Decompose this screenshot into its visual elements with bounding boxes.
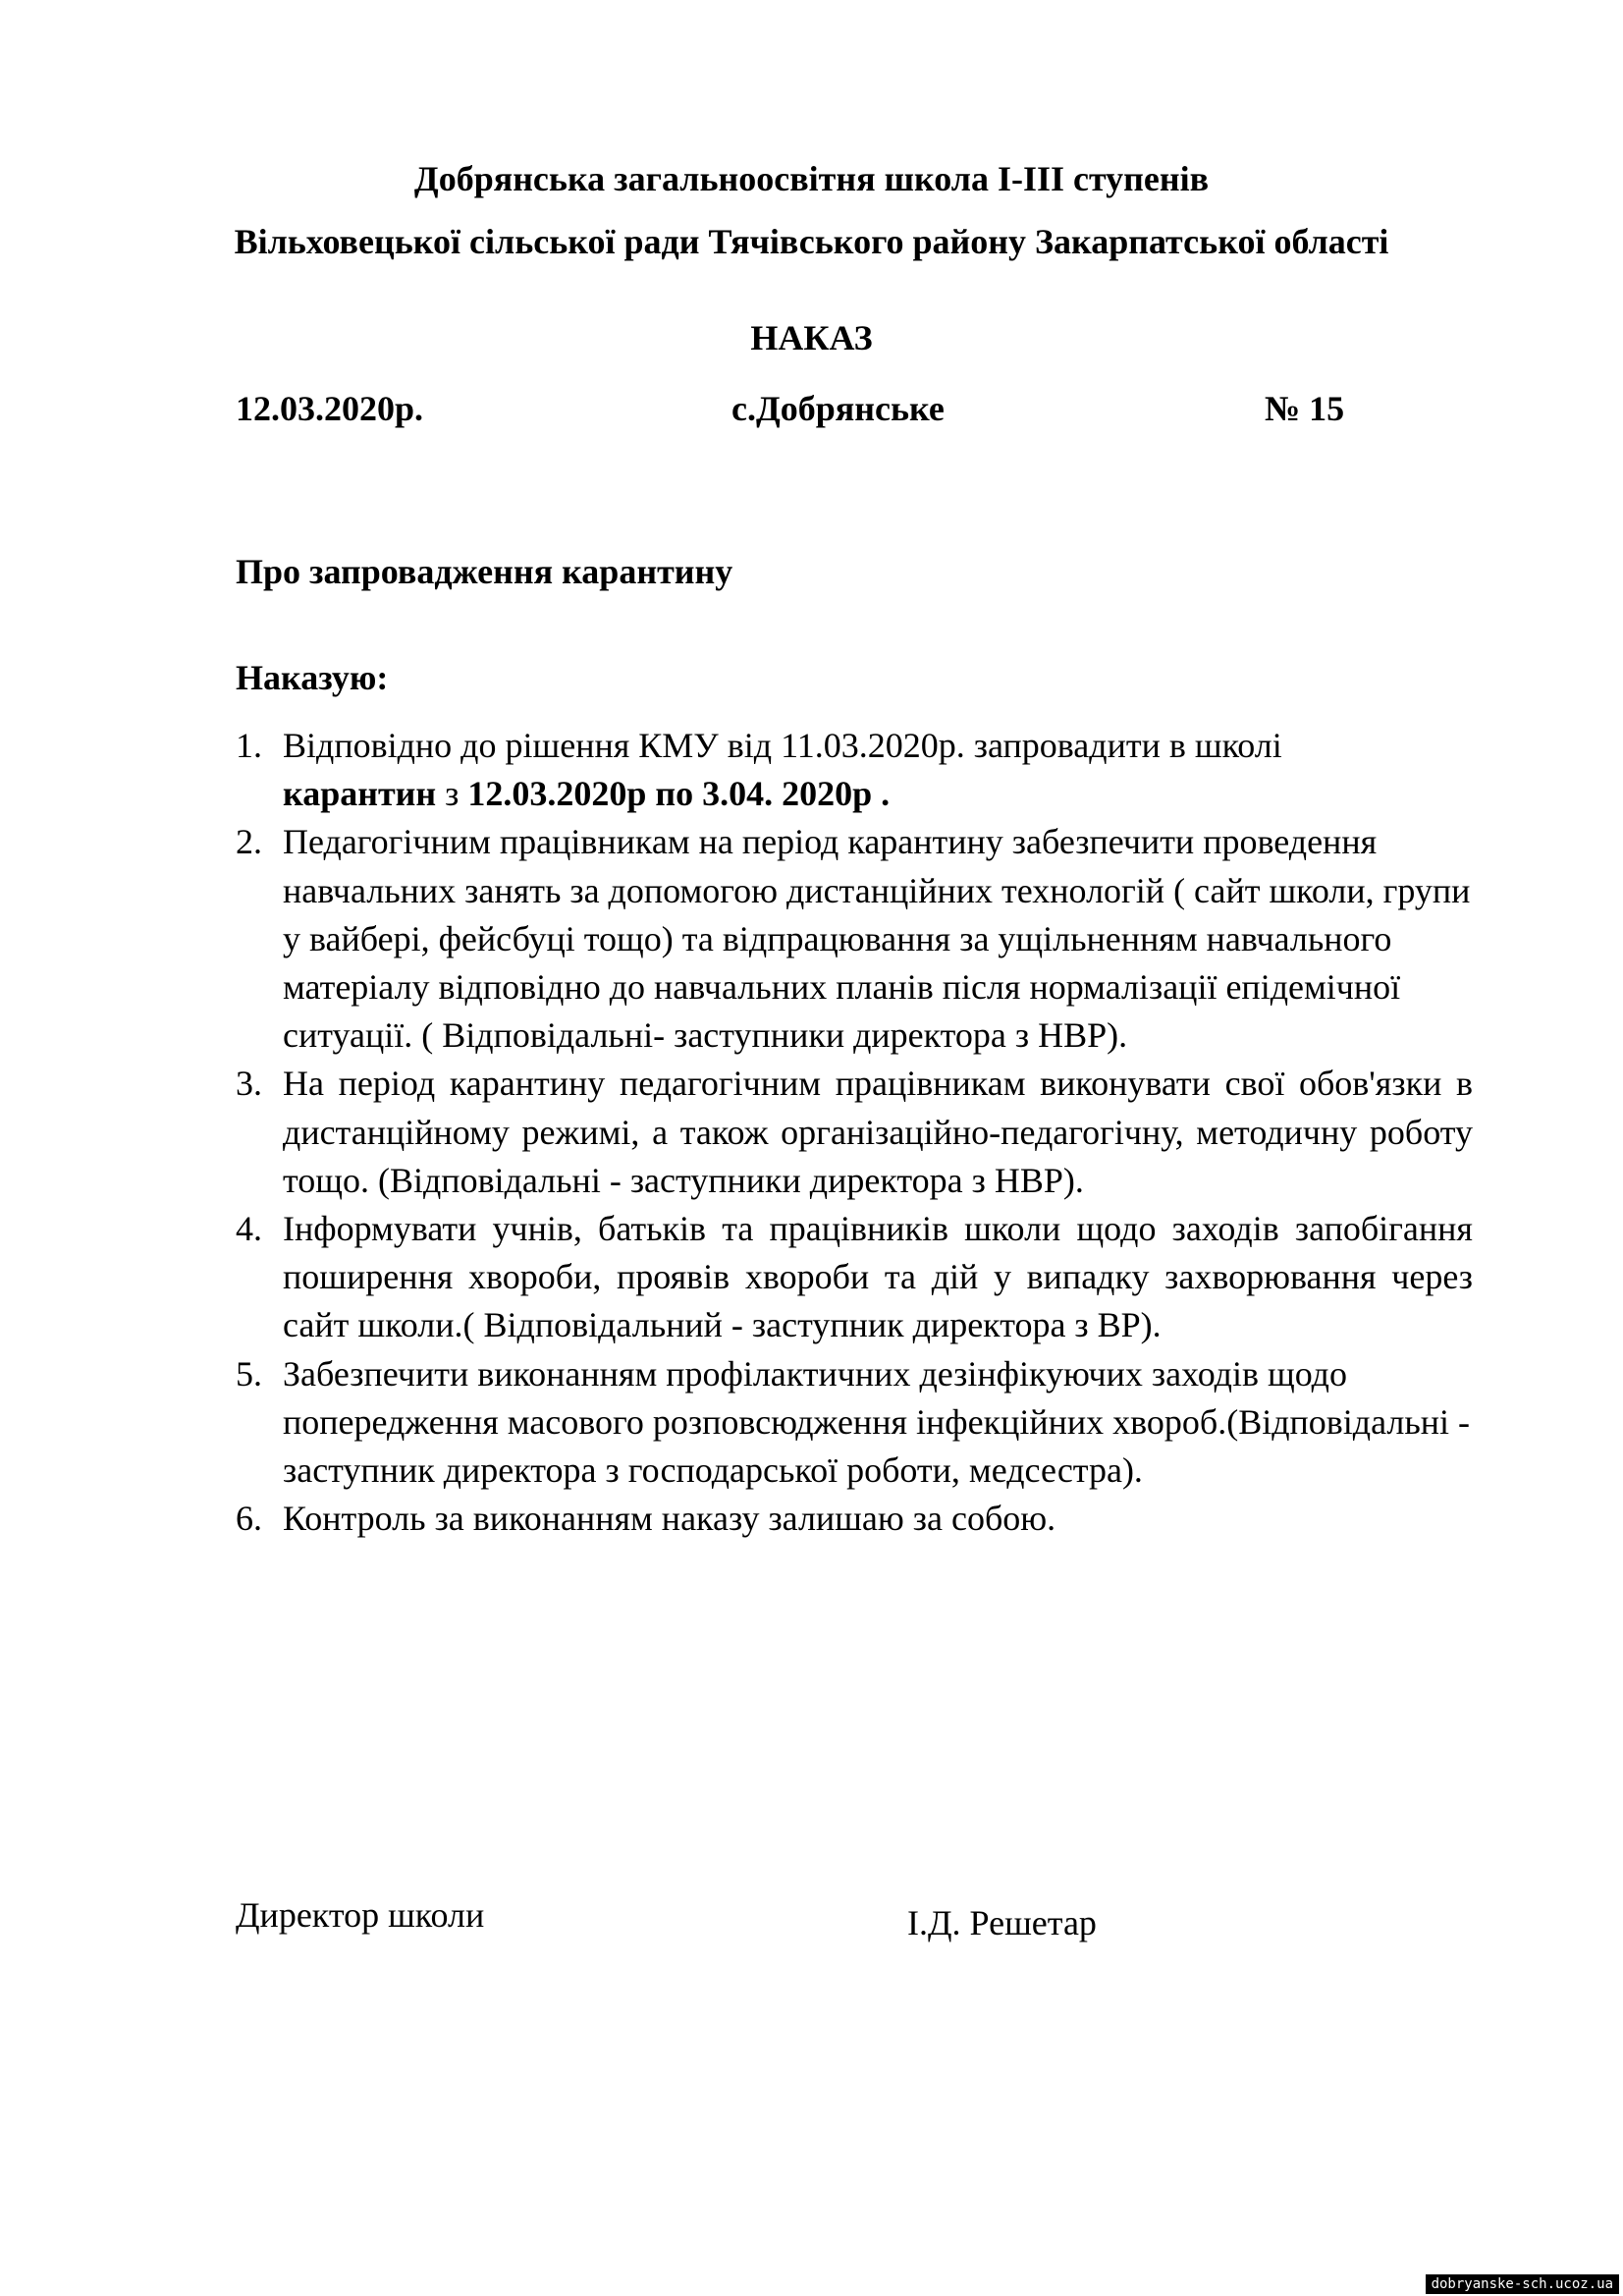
order-date: 12.03.2020р. (236, 389, 424, 428)
order-word: Наказую: (236, 658, 389, 697)
item-text: Педагогічним працівникам на період карантину забезпечити проведення навчальних занять за допомогою дистанційних технологій ( сайт школи, групи у вайбері, фейсбуці тощо) та відпрацювання за ущільненням навчального матеріалу відповідно до навчальних планів після нормалізації епідемічної ситуації. ( Відповідальні- заступники директора з НВР). (283, 822, 1471, 1056)
list-item (236, 1205, 1473, 1350)
item-number: 3. (236, 1064, 262, 1104)
item-text-line-2 (283, 770, 1473, 818)
list-item (236, 1495, 1473, 1543)
site-watermark: dobryanske-sch.ucoz.ua (1426, 2274, 1619, 2294)
item-text-from: з (436, 774, 468, 814)
item-text: Забезпечити виконанням профілактичних дезінфікуючих заходів щодо попередження масового розповсюдження інфекційних хвороб.(Відповідальні - заступник директора з господарської роботи, медсестра). (283, 1353, 1471, 1491)
order-items-list (236, 722, 1473, 1543)
item-number: 2. (236, 822, 262, 862)
item-text-line-1: Відповідно до рішення КМУ від 11.03.2020р. запровадити в школі (283, 726, 1282, 765)
item-text: Контроль за виконанням наказу залишаю за собою. (283, 1499, 1056, 1539)
item-number: 4. (236, 1209, 262, 1249)
header-line-1: Добрянська загальноосвітня школа І-ІІІ ступенів (413, 159, 1210, 198)
order-subject: Про запровадження карантину (236, 552, 733, 591)
header-line-2: Вільховецької сільської ради Тячівського району Закарпатської області (234, 222, 1389, 261)
item-number: 6. (236, 1499, 262, 1539)
order-number: № 15 (1265, 389, 1345, 428)
list-item (236, 1060, 1473, 1205)
item-text: Інформувати учнів, батьків та працівників школи щодо заходів запобігання поширення хвороби, проявів хвороби та дій у випадку захворювання через сайт школи.( Відповідальний - заступник директора з ВР). (283, 1209, 1473, 1345)
list-item (236, 1350, 1473, 1496)
item-emphasis-quarantine: карантин (283, 774, 437, 814)
item-emphasis-dates: 12.03.2020р по 3.04. 2020р . (467, 774, 891, 814)
order-place: с.Добрянське (731, 389, 945, 428)
signature-title: Директор школи (236, 1895, 485, 1935)
signature-name: І.Д. Решетар (907, 1903, 1097, 1942)
item-text: На період карантину педагогічним працівникам виконувати свої обов'язки в дистанційному режимі, а також організаційно-педагогічну, методичну роботу тощо. (Відповідальні - заступники директора з НВР). (283, 1064, 1473, 1200)
document-type: НАКАЗ (750, 318, 873, 357)
list-item (236, 722, 1473, 818)
item-number: 1. (236, 726, 262, 765)
list-item (236, 818, 1473, 1060)
item-number: 5. (236, 1353, 262, 1394)
